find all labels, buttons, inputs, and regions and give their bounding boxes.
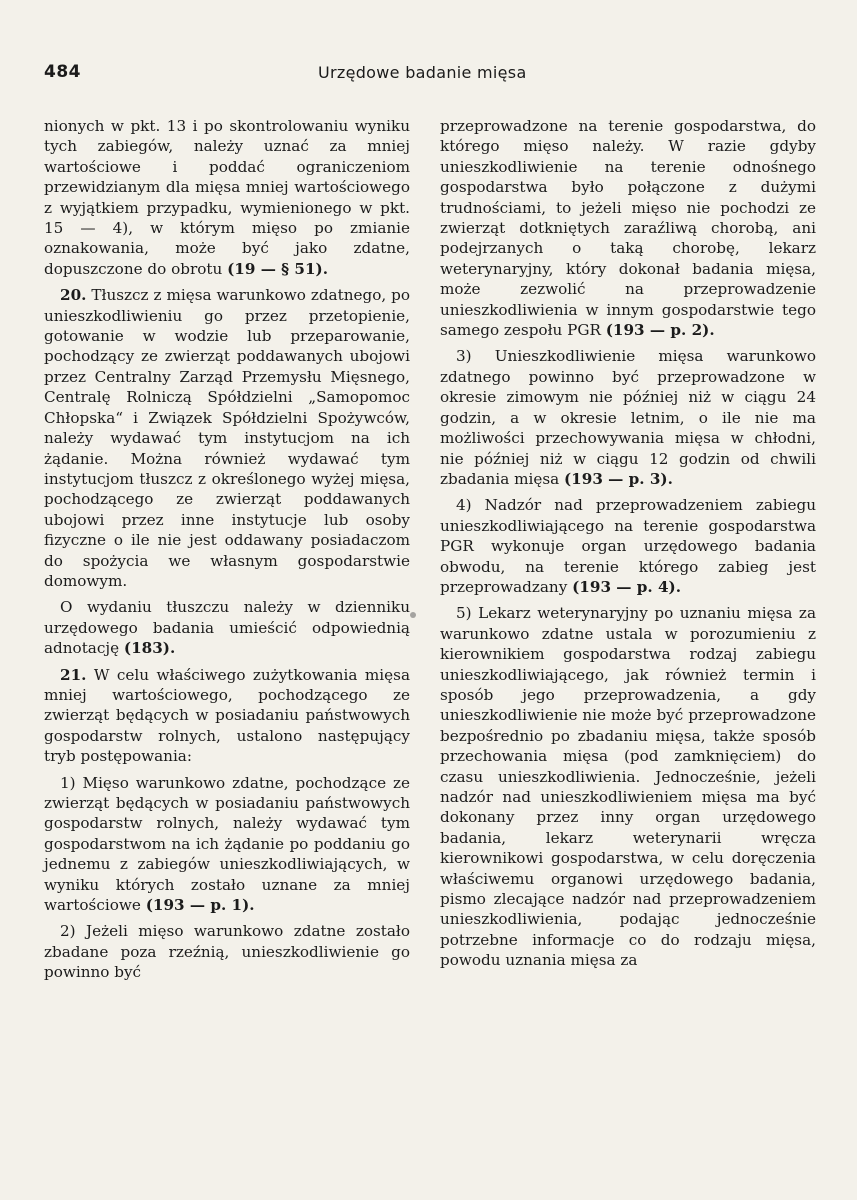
paragraph bbox=[440, 495, 816, 597]
bold-text: 21. bbox=[60, 665, 87, 684]
bold-text: (193 — p. 2). bbox=[605, 321, 715, 340]
text-run: Tłuszcz z mięsa warunkowo zdatnego, po unieszkodliwieniu go przez przetopienie, gotowanie w wodzie lub przeparowanie, pochodzący ze zwierząt poddawanych ubojowi przez Centralny Zarząd Przemysłu Mięsnego, Centralę Rolniczą Spółdzielni „Samopomoc Chłopska“ i Związek Spółdzielni Spożywców, należy wydawać tym instytucjom na ich żądanie. Można również wydawać tym instytucjom tłuszcz z określonego wyżej mięsa, pochodzącego ze zwierząt poddawanych ubojowi przez inne instytucje lub osoby fizyczne o ile nie jest oddawany posiadaczom do spożycia we własnym gospodarstwie domowym. bbox=[44, 286, 410, 590]
page-header bbox=[44, 62, 809, 86]
bold-text: (193 — p. 4). bbox=[572, 577, 682, 596]
text-run: przeprowadzone na terenie gospodarstwa, do którego mięso należy. W razie gdyby unieszkodliwienie na terenie odnośnego gospodarstwa było połączone z dużymi trudnościami, to jeżeli mięso nie pochodzi ze zwierząt dotkniętych zaraźliwą chorobą, ani podejrzanych o taką chorobę, lekarz weterynaryjny, który dokonał badania mięsa, może zezwolić na przeprowadzenie unieszkodliwienia w innym gospodarstwie tego samego zespołu PGR bbox=[440, 117, 816, 340]
text-run: nionych w pkt. 13 i po skontrolowaniu wyniku tych zabiegów, należy uznać za mniej wartościowe i poddać ograniczeniom przewidzianym dla mięsa mniej wartościowego z wyjątkiem przypadku, wymienionego w pkt. 15 — 4), w którym mięso po zmianie oznakowania, może być jako zdatne, dopuszczone do obrotu bbox=[44, 117, 410, 278]
paragraph bbox=[440, 346, 816, 489]
paragraph bbox=[44, 921, 410, 982]
bold-text: (19 — § 51). bbox=[227, 259, 329, 278]
running-head: Urzędowe badanie mięsa bbox=[318, 63, 527, 82]
bold-text: (193 — p. 1). bbox=[145, 896, 255, 915]
page-number: 484 bbox=[44, 62, 81, 82]
paragraph bbox=[44, 116, 410, 279]
text-run: 3) Unieszkodliwienie mięsa warunkowo zdatnego powinno być przeprowadzone w okresie zimowym nie później niż w ciągu 24 godzin, a w okresie letnim, o ile nie ma możliwości przechowywania mięsa w chłodni, nie później niż w ciągu 12 godzin od chwili zbadania mięsa bbox=[440, 347, 816, 488]
paragraph bbox=[440, 603, 816, 970]
paragraph bbox=[44, 773, 410, 916]
text-run: 2) Jeżeli mięso warunkowo zdatne zostało zbadane poza rzeźnią, unieszkodliwienie go powinno być bbox=[44, 922, 410, 982]
text-run: 5) Lekarz weterynaryjny po uznaniu mięsa za warunkowo zdatne ustala w porozumieniu z kierownikiem gospodarstwa rodzaj zabiegu unieszkodliwiającego, jak również termin i sposób jego przeprowadzenia, a gdy unieszkodliwienie nie może być przeprowadzone bezpośrednio po zbadaniu mięsa, także sposób przechowania mięsa (pod zamknięciem) do czasu unieszkodliwienia. Jednocześnie, jeżeli nadzór nad unieszkodliwieniem mięsa ma być dokonany przez inny organ urzędowego badania, lekarz weterynarii wręcza kierownikowi gospodarstwa, w celu doręczenia właściwemu organowi urzędowego badania, pismo zlecające nadzór nad przeprowadzeniem unieszkodliwienia, podając jednocześnie potrzebne informacje co do rodzaju mięsa, powodu uznania mięsa za bbox=[440, 604, 816, 970]
paragraph bbox=[44, 597, 410, 658]
text-run: O wydaniu tłuszczu należy w dzienniku urzędowego badania umieścić odpowiednią adnotację bbox=[44, 598, 410, 658]
text-run: 1) Mięso warunkowo zdatne, pochodzące ze zwierząt będących w posiadaniu państwowych gospodarstw rolnych, należy wydawać tym gospodarstwom na ich żądanie po poddaniu go jednemu z zabiegów unieszkodliwiających, w wyniku których zostało uznane za mniej wartościowe bbox=[44, 773, 410, 915]
bold-text: 20. bbox=[60, 286, 87, 305]
paragraph bbox=[44, 285, 410, 591]
text-run: 4) Nadzór nad przeprowadzeniem zabiegu unieszkodliwiającego na terenie gospodarstwa PGR wykonuje organ urzędowego badania obwodu, na terenie którego zabieg jest przeprowadzany bbox=[440, 496, 816, 596]
paragraph bbox=[440, 116, 816, 340]
left-column bbox=[44, 116, 410, 989]
paragraph bbox=[44, 665, 410, 767]
bold-text: (193 — p. 3). bbox=[564, 469, 673, 488]
bold-text: (183). bbox=[123, 639, 176, 658]
right-column bbox=[440, 116, 816, 977]
print-smudge bbox=[410, 612, 416, 618]
text-run: W celu właściwego zużytkowania mięsa mniej wartościowego, pochodzącego ze zwierząt będących w posiadaniu państwowych gospodarstw rolnych, ustalono następujący tryb postępowania: bbox=[44, 665, 410, 766]
